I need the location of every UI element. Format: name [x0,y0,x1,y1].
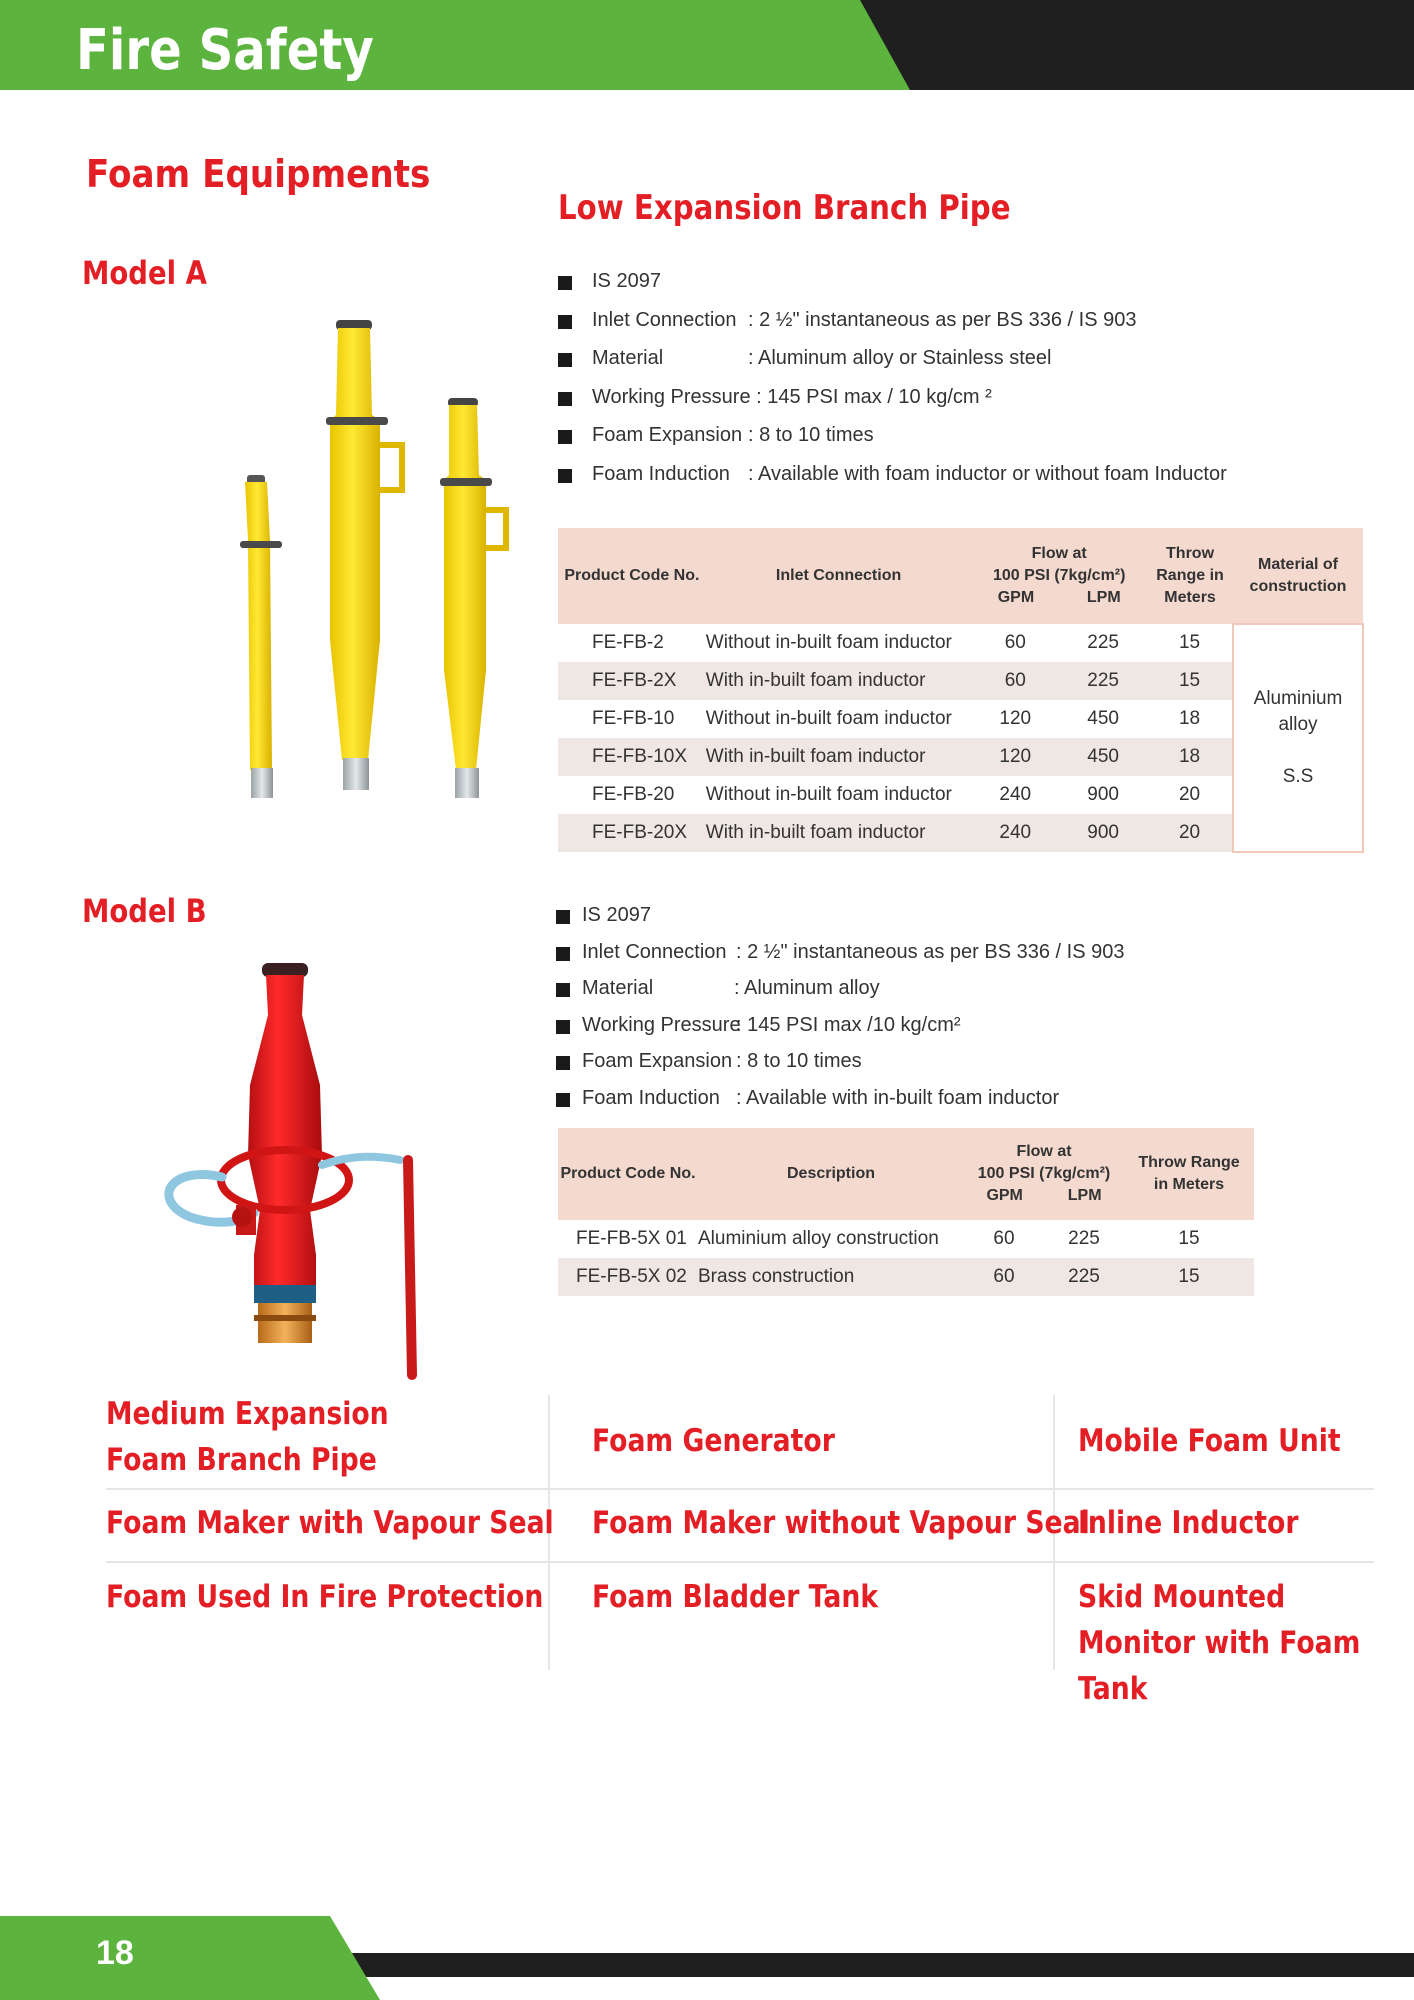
spec-item: Inlet Connection : 2 ½" instantaneous as per BS 336 / IS 903 [558,309,1227,348]
col-header-throw: Throw Range in Meters [1147,528,1233,624]
model-a-product-image [230,310,530,810]
spec-item: IS 2097 [558,270,1227,309]
spec-item: Working Pressure : 145 PSI max / 10 kg/cm ² [558,386,1227,425]
model-b-label: Model B [82,892,207,930]
table-row: FE-FB-10X With in-built foam inductor 120 450 18 [558,738,1363,776]
table-row: FE-FB-20X With in-built foam inductor 240 900 20 [558,814,1363,852]
page-number: 18 [96,1934,134,1972]
right-pipe [440,398,506,798]
related-product-link[interactable]: Foam Bladder Tank [592,1579,879,1615]
model-b-product-image [150,955,440,1385]
col-header-inlet: Inlet Connection [706,528,972,624]
spec-item: Foam Expansion : 8 to 10 times [558,424,1227,463]
related-product-link[interactable]: Foam Used In Fire Protection [106,1579,544,1615]
table-row: FE-FB-2X With in-built foam inductor 60 225 15 [558,662,1363,700]
table-row: FE-FB-5X 02 Brass construction 60 225 15 [558,1258,1254,1296]
col-header-flow: Flow at 100 PSI (7kg/cm²) GPM LPM [964,1128,1124,1220]
related-product-link[interactable]: Skid Mounted Monitor with Foam Tank [1078,1579,1361,1707]
related-product-link[interactable]: Mobile Foam Unit [1078,1423,1341,1459]
col-header-throw: Throw Range in Meters [1124,1128,1254,1220]
col-header-material: Material of construction [1233,528,1363,624]
page-header-title: Fire Safety [76,18,374,83]
spec-item: Foam Induction : Available with foam inductor or without foam Inductor [558,463,1227,502]
spec-item: Inlet Connection : 2 ½" instantaneous as per BS 336 / IS 903 [556,941,1124,978]
model-b-spec-table [558,1128,1254,1296]
spec-item: Material : Aluminum alloy [556,977,1124,1014]
table-row: FE-FB-5X 01 Aluminium alloy construction 60 225 15 [576,1228,1200,1249]
spec-item: Foam Expansion : 8 to 10 times [556,1050,1124,1087]
product-title: Low Expansion Branch Pipe [558,188,1011,228]
model-a-label: Model A [82,254,207,292]
col-header-flow: Flow at 100 PSI (7kg/cm²) GPM LPM [971,528,1147,624]
table-row: FE-FB-20 Without in-built foam inductor 240 900 20 [592,784,1201,805]
model-a-spec-list [558,270,1227,501]
grid-divider [106,1488,1374,1490]
grid-divider [106,1561,1374,1563]
section-title: Foam Equipments [86,152,431,196]
model-b-spec-list [556,904,1124,1123]
small-pipe [240,475,282,798]
related-product-link[interactable]: Medium Expansion Foam Branch Pipe [106,1396,389,1478]
table-row: FE-FB-10 Without in-built foam inductor 120 450 18 [592,708,1201,729]
related-product-link[interactable]: Foam Generator [592,1423,835,1459]
related-product-link[interactable]: Inline Inductor [1078,1505,1299,1541]
col-header-code: Product Code No. [558,1128,698,1220]
table-row: FE-FB-2 Without in-built foam inductor 60 225 15 Aluminium alloy S.S [558,624,1363,662]
spec-item: Working Pressure: 145 PSI max /10 kg/cm² [556,1014,1124,1051]
related-product-link[interactable]: Foam Maker with Vapour Seal [106,1505,554,1541]
model-a-spec-table [558,528,1364,853]
footer-band-dark [350,1953,1414,1977]
col-header-description: Description [698,1128,964,1220]
spec-item: IS 2097 [556,904,1124,941]
spec-item: Material : Aluminum alloy or Stainless steel [558,347,1227,386]
spec-item: Foam Induction : Available with in-built foam inductor [556,1087,1124,1124]
material-cell: Aluminium alloy S.S [1233,624,1363,852]
tall-pipe [326,320,402,790]
related-product-link[interactable]: Foam Maker without Vapour Seal [592,1505,1090,1541]
footer-band-green [0,1916,380,2000]
col-header-code: Product Code No. [558,528,706,624]
